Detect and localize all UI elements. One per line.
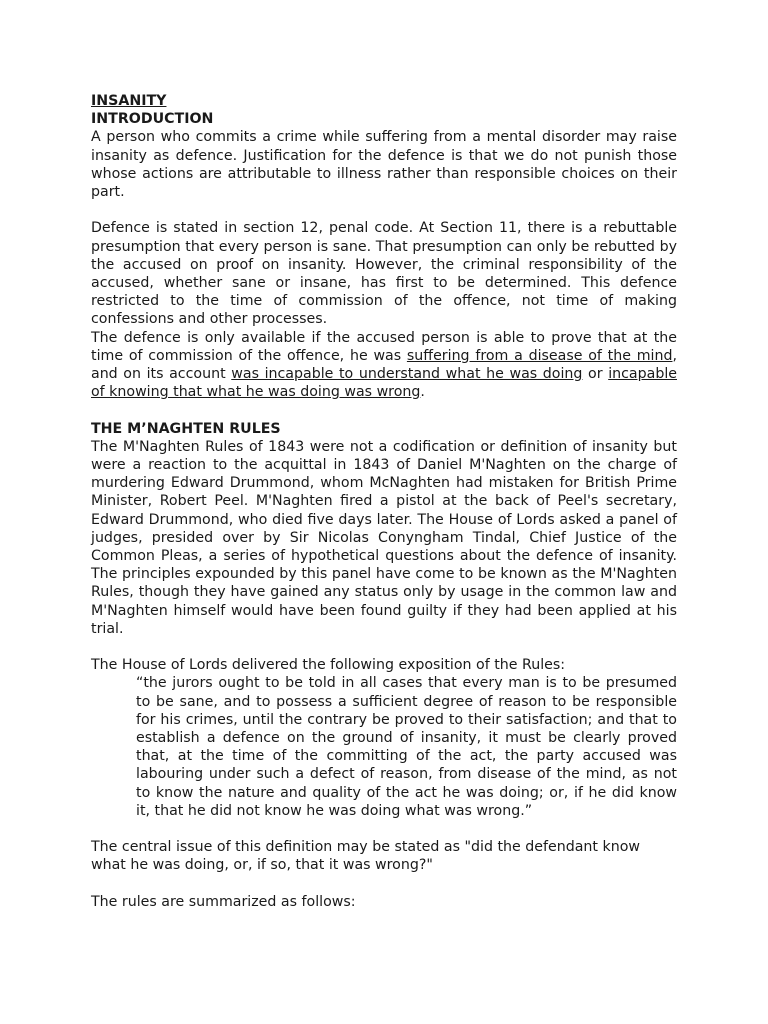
paragraph-spacer	[91, 401, 677, 419]
paragraph-spacer	[91, 875, 677, 893]
rules-quotation: “the jurors ought to be told in all cases that every man is to be presumed to be sane, and to possess a sufficient degree of reason to be responsible for his crimes, until the contrary be proved to their satisfaction; and that to establish a defence on the ground of insanity, it must be clearly proved that, at the time of the committing of the act, the party accused was labouring under such a defect of reason, from disease of the mind, as not to know the nature and quality of the act he was doing; or, if he did know it, that he did not know he was doing what was wrong.”	[136, 675, 677, 819]
paragraph-spacer	[91, 820, 677, 838]
house-of-lords-paragraph: The House of Lords delivered the following exposition of the Rules:	[91, 657, 566, 674]
document-title: INSANITY	[91, 93, 167, 109]
paragraph-spacer	[91, 201, 677, 219]
availability-text-4: .	[420, 384, 425, 401]
incapable-knowing-underlined: incapable of knowing that what he was doing was wrong	[91, 366, 677, 401]
document-page	[91, 92, 677, 911]
incapable-understand-underlined: was incapable to understand what he was doing	[231, 366, 583, 383]
central-issue-paragraph: The central issue of this definition may be stated as "did the defendant know what he was doing, or, if so, that it was wrong?"	[91, 839, 640, 874]
paragraph-spacer	[91, 638, 677, 656]
mnaghten-rules-paragraph: The M'Naghten Rules of 1843 were not a codification or definition of insanity but were a reaction to the acquittal in 1843 of Daniel M'Naghten on the charge of murdering Edward Drummond, whom McNaghten had mistaken for British Prime Minister, Robert Peel. M'Naghten fired a pistol at the back of Peel's secretary, Edward Drummond, who died five days later. The House of Lords asked a panel of judges, presided over by Sir Nicolas Conyngham Tindal, Chief Justice of the Common Pleas, a series of hypothetical questions about the defence of insanity. The principles expounded by this panel have come to be known as the M'Naghten Rules, though they have gained any status only by usage in the common law and M'Naghten himself would have been found guilty if they had been applied at his trial.	[91, 438, 677, 637]
introduction-heading: INTRODUCTION	[91, 111, 214, 128]
penal-code-paragraph: Defence is stated in section 12, penal code. At Section 11, there is a rebuttable presumption that every person is sane. That presumption can only be rebutted by the accused on proof on insanity. However, the criminal responsibility of the accused, whether sane or insane, has first to be determined. This defence restricted to the time of commission of the offence, not time of making confessions and other processes.	[91, 220, 677, 328]
disease-of-mind-underlined: suffering from a disease of the mind	[406, 347, 673, 364]
availability-paragraph	[91, 329, 677, 402]
availability-text-1: The defence is only available if the accused person is able to prove that at the time of commission of the offence, he was	[91, 329, 677, 364]
availability-text-3: or	[582, 366, 609, 383]
mnaghten-rules-heading: THE M’NAGHTEN RULES	[91, 420, 281, 437]
availability-text-2: , and on its account	[91, 347, 677, 383]
summary-intro-paragraph: The rules are summarized as follows:	[91, 893, 356, 910]
introduction-paragraph: A person who commits a crime while suffering from a mental disorder may raise insanity as defence. Justification for the defence is that we do not punish those whose actions are attributable to illness rather than responsible choices on their part.	[91, 129, 677, 201]
